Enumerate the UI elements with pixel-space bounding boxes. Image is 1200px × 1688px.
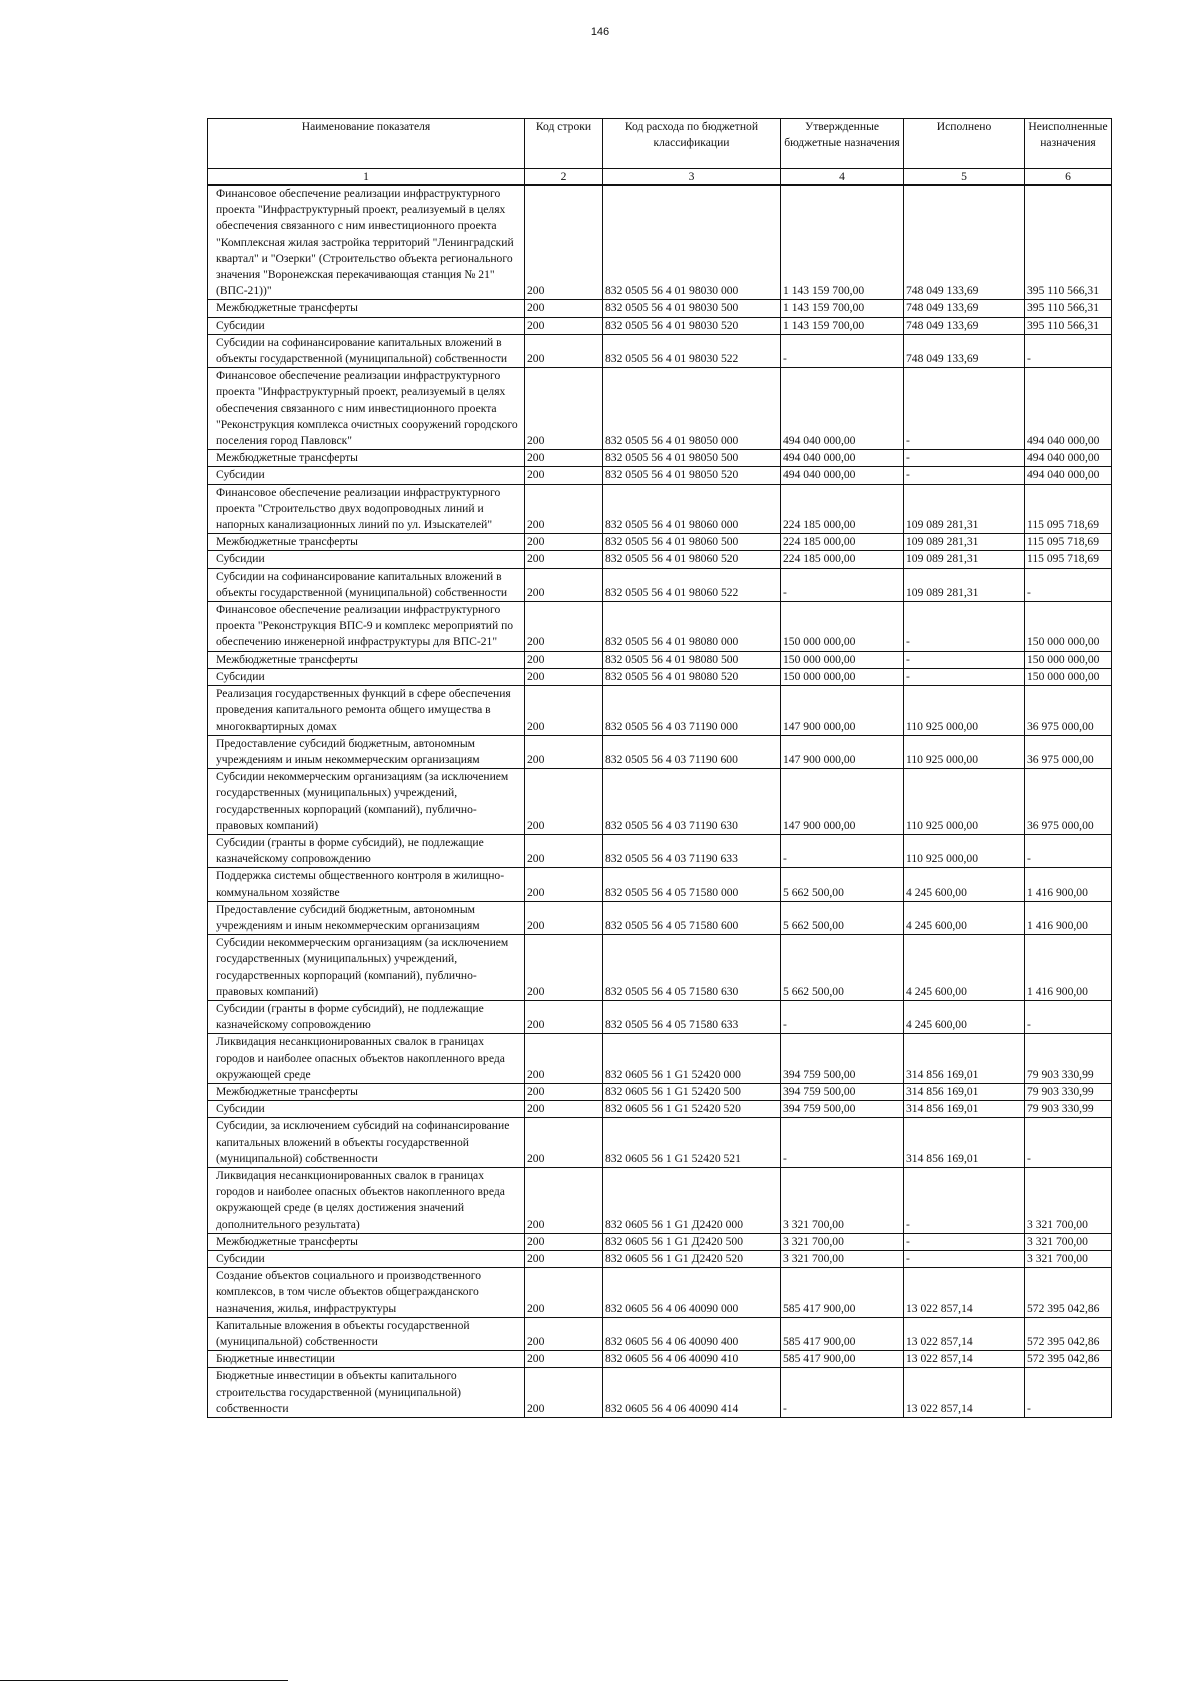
table-row xyxy=(208,935,1112,1001)
row-approved: - xyxy=(781,834,904,867)
row-name: Предоставление субсидий бюджетным, автономным учреждениям и иным некоммерческим организациям xyxy=(208,901,525,934)
row-executed: 4 245 600,00 xyxy=(904,868,1025,901)
row-line-code: 200 xyxy=(525,1351,603,1368)
table-row xyxy=(208,317,1112,334)
table-row xyxy=(208,334,1112,367)
row-name: Субсидии некоммерческим организациям (за исключением государственных (муниципальных) учреждений, государственных корпораций (компаний), публично-правовых компаний) xyxy=(208,769,525,835)
row-approved: 3 321 700,00 xyxy=(781,1251,904,1268)
row-approved: 1 143 159 700,00 xyxy=(781,300,904,317)
row-expense-code: 832 0505 56 4 05 71580 600 xyxy=(603,901,781,934)
table-row xyxy=(208,484,1112,534)
row-unexecuted: 150 000 000,00 xyxy=(1025,651,1112,668)
row-name: Субсидии xyxy=(208,467,525,484)
row-name: Межбюджетные трансферты xyxy=(208,450,525,467)
table-row xyxy=(208,185,1112,300)
table-row xyxy=(208,551,1112,568)
row-name: Капитальные вложения в объекты государственной (муниципальной) собственности xyxy=(208,1317,525,1350)
row-unexecuted: - xyxy=(1025,1368,1112,1418)
row-executed: 13 022 857,14 xyxy=(904,1268,1025,1318)
row-expense-code: 832 0505 56 4 03 71190 633 xyxy=(603,834,781,867)
row-expense-code: 832 0505 56 4 01 98080 500 xyxy=(603,651,781,668)
row-executed: 748 049 133,69 xyxy=(904,317,1025,334)
row-name: Межбюджетные трансферты xyxy=(208,534,525,551)
row-expense-code: 832 0605 56 1 G1 Д2420 000 xyxy=(603,1167,781,1233)
row-executed: 748 049 133,69 xyxy=(904,185,1025,300)
row-executed: 4 245 600,00 xyxy=(904,935,1025,1001)
row-name: Субсидии (гранты в форме субсидий), не подлежащие казначейскому сопровождению xyxy=(208,834,525,867)
row-unexecuted: 395 110 566,31 xyxy=(1025,300,1112,317)
header-executed: Исполнено xyxy=(904,119,1025,169)
row-expense-code: 832 0605 56 4 06 40090 400 xyxy=(603,1317,781,1350)
row-approved: - xyxy=(781,1000,904,1033)
table-row xyxy=(208,901,1112,934)
row-expense-code: 832 0605 56 4 06 40090 414 xyxy=(603,1368,781,1418)
row-approved: 5 662 500,00 xyxy=(781,935,904,1001)
row-line-code: 200 xyxy=(525,1101,603,1118)
row-unexecuted: 3 321 700,00 xyxy=(1025,1251,1112,1268)
row-name: Субсидии на софинансирование капитальных вложений в объекты государственной (муниципальной) собственности xyxy=(208,334,525,367)
row-name: Субсидии xyxy=(208,551,525,568)
row-expense-code: 832 0605 56 1 G1 52420 520 xyxy=(603,1101,781,1118)
column-number: 4 xyxy=(781,169,904,186)
row-approved: 494 040 000,00 xyxy=(781,368,904,450)
row-line-code: 200 xyxy=(525,1368,603,1418)
row-line-code: 200 xyxy=(525,834,603,867)
row-expense-code: 832 0605 56 1 G1 52420 500 xyxy=(603,1083,781,1100)
row-name: Финансовое обеспечение реализации инфраструктурного проекта "Инфраструктурный проект, реализуемый в целях обеспечения связанного с ним инвестиционного проекта "Комплексная жилая застройка территорий "Ленинградский квартал" и "Озерки" (Строительство объекта регионального значения "Воронежская перекачивающая станция № 21" (ВПС-21))" xyxy=(208,185,525,300)
table-row xyxy=(208,1101,1112,1118)
row-line-code: 200 xyxy=(525,735,603,768)
row-unexecuted: 3 321 700,00 xyxy=(1025,1233,1112,1250)
row-unexecuted: 36 975 000,00 xyxy=(1025,686,1112,736)
row-name: Межбюджетные трансферты xyxy=(208,1083,525,1100)
header-indicator-name: Наименование показателя xyxy=(208,119,525,169)
row-unexecuted: 36 975 000,00 xyxy=(1025,769,1112,835)
row-line-code: 200 xyxy=(525,300,603,317)
row-approved: - xyxy=(781,334,904,367)
row-name: Межбюджетные трансферты xyxy=(208,1233,525,1250)
row-unexecuted: 572 395 042,86 xyxy=(1025,1351,1112,1368)
row-executed: 109 089 281,31 xyxy=(904,551,1025,568)
row-executed: 109 089 281,31 xyxy=(904,484,1025,534)
row-line-code: 200 xyxy=(525,1083,603,1100)
table-row xyxy=(208,1351,1112,1368)
row-expense-code: 832 0505 56 4 01 98030 520 xyxy=(603,317,781,334)
row-name: Создание объектов социального и производственного комплексов, в том числе объектов общегражданского назначения, жилья, инфраструктуры xyxy=(208,1268,525,1318)
table-row xyxy=(208,1233,1112,1250)
row-line-code: 200 xyxy=(525,1317,603,1350)
row-line-code: 200 xyxy=(525,534,603,551)
row-executed: - xyxy=(904,368,1025,450)
row-name: Межбюджетные трансферты xyxy=(208,651,525,668)
row-line-code: 200 xyxy=(525,467,603,484)
row-approved: - xyxy=(781,568,904,601)
row-line-code: 200 xyxy=(525,1118,603,1168)
row-approved: 147 900 000,00 xyxy=(781,686,904,736)
row-unexecuted: - xyxy=(1025,334,1112,367)
row-approved: 150 000 000,00 xyxy=(781,668,904,685)
row-line-code: 200 xyxy=(525,668,603,685)
row-line-code: 200 xyxy=(525,1167,603,1233)
row-line-code: 200 xyxy=(525,769,603,835)
row-expense-code: 832 0505 56 4 01 98030 522 xyxy=(603,334,781,367)
row-unexecuted: - xyxy=(1025,1000,1112,1033)
row-expense-code: 832 0505 56 4 05 71580 633 xyxy=(603,1000,781,1033)
row-unexecuted: 150 000 000,00 xyxy=(1025,668,1112,685)
row-executed: 314 856 169,01 xyxy=(904,1083,1025,1100)
row-approved: 150 000 000,00 xyxy=(781,602,904,652)
header-approved: Утвержденные бюджетные назначения xyxy=(781,119,904,169)
row-executed: - xyxy=(904,668,1025,685)
row-unexecuted: - xyxy=(1025,568,1112,601)
table-row xyxy=(208,1317,1112,1350)
table-body xyxy=(208,185,1112,1418)
row-line-code: 200 xyxy=(525,935,603,1001)
row-line-code: 200 xyxy=(525,1251,603,1268)
row-unexecuted: 115 095 718,69 xyxy=(1025,534,1112,551)
row-approved: 494 040 000,00 xyxy=(781,450,904,467)
row-name: Финансовое обеспечение реализации инфраструктурного проекта "Реконструкция ВПС-9 и комплекс мероприятий по обеспечению инженерной инфраструктуры для ВПС-21" xyxy=(208,602,525,652)
row-name: Субсидии xyxy=(208,317,525,334)
row-executed: 748 049 133,69 xyxy=(904,300,1025,317)
row-expense-code: 832 0505 56 4 03 71190 630 xyxy=(603,769,781,835)
row-executed: - xyxy=(904,651,1025,668)
row-expense-code: 832 0505 56 4 01 98080 520 xyxy=(603,668,781,685)
row-expense-code: 832 0505 56 4 01 98060 500 xyxy=(603,534,781,551)
row-line-code: 200 xyxy=(525,868,603,901)
row-approved: 147 900 000,00 xyxy=(781,769,904,835)
column-number: 3 xyxy=(603,169,781,186)
page-number: 146 xyxy=(590,26,610,38)
row-unexecuted: 1 416 900,00 xyxy=(1025,901,1112,934)
row-line-code: 200 xyxy=(525,450,603,467)
row-line-code: 200 xyxy=(525,334,603,367)
row-name: Межбюджетные трансферты xyxy=(208,300,525,317)
table-row xyxy=(208,1000,1112,1033)
row-name: Субсидии некоммерческим организациям (за исключением государственных (муниципальных) учреждений, государственных корпораций (компаний), публично-правовых компаний) xyxy=(208,935,525,1001)
row-expense-code: 832 0605 56 1 G1 52420 000 xyxy=(603,1034,781,1084)
row-executed: 110 925 000,00 xyxy=(904,834,1025,867)
row-unexecuted: 494 040 000,00 xyxy=(1025,450,1112,467)
row-executed: 13 022 857,14 xyxy=(904,1368,1025,1418)
row-name: Субсидии, за исключением субсидий на софинансирование капитальных вложений в объекты государственной (муниципальной) собственности xyxy=(208,1118,525,1168)
row-line-code: 200 xyxy=(525,1268,603,1318)
row-executed: 110 925 000,00 xyxy=(904,686,1025,736)
column-number: 5 xyxy=(904,169,1025,186)
row-executed: 314 856 169,01 xyxy=(904,1101,1025,1118)
table-header-row xyxy=(208,119,1112,169)
row-name: Субсидии xyxy=(208,1251,525,1268)
row-approved: 224 185 000,00 xyxy=(781,551,904,568)
row-approved: 1 143 159 700,00 xyxy=(781,185,904,300)
row-line-code: 200 xyxy=(525,317,603,334)
row-expense-code: 832 0505 56 4 01 98030 500 xyxy=(603,300,781,317)
table-row xyxy=(208,568,1112,601)
table-row xyxy=(208,602,1112,652)
row-name: Финансовое обеспечение реализации инфраструктурного проекта "Строительство двух водопроводных линий и напорных канализационных линий по ул. Изыскателей" xyxy=(208,484,525,534)
row-unexecuted: 3 321 700,00 xyxy=(1025,1167,1112,1233)
row-unexecuted: 395 110 566,31 xyxy=(1025,317,1112,334)
row-executed: 4 245 600,00 xyxy=(904,901,1025,934)
row-line-code: 200 xyxy=(525,686,603,736)
row-line-code: 200 xyxy=(525,368,603,450)
row-expense-code: 832 0605 56 1 G1 Д2420 500 xyxy=(603,1233,781,1250)
row-name: Субсидии на софинансирование капитальных вложений в объекты государственной (муниципальной) собственности xyxy=(208,568,525,601)
row-unexecuted: 115 095 718,69 xyxy=(1025,484,1112,534)
row-approved: 394 759 500,00 xyxy=(781,1083,904,1100)
row-line-code: 200 xyxy=(525,901,603,934)
row-executed: - xyxy=(904,602,1025,652)
row-approved: 5 662 500,00 xyxy=(781,868,904,901)
row-name: Субсидии xyxy=(208,668,525,685)
row-unexecuted: 79 903 330,99 xyxy=(1025,1101,1112,1118)
row-approved: 3 321 700,00 xyxy=(781,1233,904,1250)
column-number: 1 xyxy=(208,169,525,186)
table-row xyxy=(208,834,1112,867)
row-name: Субсидии xyxy=(208,1101,525,1118)
table-row xyxy=(208,868,1112,901)
row-executed: 314 856 169,01 xyxy=(904,1118,1025,1168)
row-approved: - xyxy=(781,1368,904,1418)
row-line-code: 200 xyxy=(525,484,603,534)
row-expense-code: 832 0505 56 4 03 71190 000 xyxy=(603,686,781,736)
row-approved: 5 662 500,00 xyxy=(781,901,904,934)
row-unexecuted: 79 903 330,99 xyxy=(1025,1083,1112,1100)
table-row xyxy=(208,651,1112,668)
row-approved: 394 759 500,00 xyxy=(781,1034,904,1084)
row-name: Реализация государственных функций в сфере обеспечения проведения капитального ремонта общего имущества в многоквартирных домах xyxy=(208,686,525,736)
row-executed: - xyxy=(904,467,1025,484)
row-line-code: 200 xyxy=(525,1233,603,1250)
row-unexecuted: 79 903 330,99 xyxy=(1025,1034,1112,1084)
row-unexecuted: 572 395 042,86 xyxy=(1025,1268,1112,1318)
row-executed: 314 856 169,01 xyxy=(904,1034,1025,1084)
table-row xyxy=(208,1118,1112,1168)
row-name: Бюджетные инвестиции xyxy=(208,1351,525,1368)
header-line-code: Код строки xyxy=(525,119,603,169)
row-line-code: 200 xyxy=(525,1000,603,1033)
row-expense-code: 832 0505 56 4 01 98050 500 xyxy=(603,450,781,467)
row-expense-code: 832 0505 56 4 03 71190 600 xyxy=(603,735,781,768)
row-expense-code: 832 0505 56 4 01 98050 000 xyxy=(603,368,781,450)
header-expense-code: Код расхода по бюджетной классификации xyxy=(603,119,781,169)
row-line-code: 200 xyxy=(525,185,603,300)
row-executed: 109 089 281,31 xyxy=(904,568,1025,601)
row-approved: 585 417 900,00 xyxy=(781,1351,904,1368)
row-approved: - xyxy=(781,1118,904,1168)
row-executed: 110 925 000,00 xyxy=(904,735,1025,768)
row-executed: - xyxy=(904,1167,1025,1233)
table-row xyxy=(208,534,1112,551)
table-row xyxy=(208,368,1112,450)
row-unexecuted: 36 975 000,00 xyxy=(1025,735,1112,768)
row-name: Ликвидация несанкционированных свалок в границах городов и наиболее опасных объектов накопленного вреда окружающей среде xyxy=(208,1034,525,1084)
row-expense-code: 832 0505 56 4 01 98060 000 xyxy=(603,484,781,534)
column-number-row xyxy=(208,169,1112,186)
row-name: Ликвидация несанкционированных свалок в границах городов и наиболее опасных объектов накопленного вреда окружающей среде (в целях достижения значений дополнительного результата) xyxy=(208,1167,525,1233)
row-expense-code: 832 0505 56 4 05 71580 000 xyxy=(603,868,781,901)
table-row xyxy=(208,300,1112,317)
footer-divider xyxy=(0,1680,288,1681)
row-approved: 224 185 000,00 xyxy=(781,534,904,551)
row-executed: 109 089 281,31 xyxy=(904,534,1025,551)
row-expense-code: 832 0605 56 1 G1 52420 521 xyxy=(603,1118,781,1168)
row-executed: - xyxy=(904,1251,1025,1268)
row-expense-code: 832 0505 56 4 01 98030 000 xyxy=(603,185,781,300)
row-approved: 150 000 000,00 xyxy=(781,651,904,668)
row-executed: 110 925 000,00 xyxy=(904,769,1025,835)
column-number: 6 xyxy=(1025,169,1112,186)
row-approved: 494 040 000,00 xyxy=(781,467,904,484)
row-expense-code: 832 0605 56 1 G1 Д2420 520 xyxy=(603,1251,781,1268)
row-approved: 224 185 000,00 xyxy=(781,484,904,534)
row-approved: 147 900 000,00 xyxy=(781,735,904,768)
row-executed: 4 245 600,00 xyxy=(904,1000,1025,1033)
row-approved: 394 759 500,00 xyxy=(781,1101,904,1118)
row-unexecuted: 494 040 000,00 xyxy=(1025,467,1112,484)
row-expense-code: 832 0605 56 4 06 40090 410 xyxy=(603,1351,781,1368)
table-row xyxy=(208,1368,1112,1418)
row-name: Субсидии (гранты в форме субсидий), не подлежащие казначейскому сопровождению xyxy=(208,1000,525,1033)
row-unexecuted: - xyxy=(1025,1118,1112,1168)
row-expense-code: 832 0505 56 4 05 71580 630 xyxy=(603,935,781,1001)
row-line-code: 200 xyxy=(525,602,603,652)
header-unexecuted: Неисполненные назначения xyxy=(1025,119,1112,169)
row-expense-code: 832 0505 56 4 01 98050 520 xyxy=(603,467,781,484)
row-expense-code: 832 0605 56 4 06 40090 000 xyxy=(603,1268,781,1318)
table-row xyxy=(208,1167,1112,1233)
row-line-code: 200 xyxy=(525,568,603,601)
row-executed: 13 022 857,14 xyxy=(904,1351,1025,1368)
row-unexecuted: 572 395 042,86 xyxy=(1025,1317,1112,1350)
row-executed: 13 022 857,14 xyxy=(904,1317,1025,1350)
row-unexecuted: - xyxy=(1025,834,1112,867)
table-row xyxy=(208,467,1112,484)
table-row xyxy=(208,769,1112,835)
column-number: 2 xyxy=(525,169,603,186)
row-unexecuted: 1 416 900,00 xyxy=(1025,868,1112,901)
row-name: Предоставление субсидий бюджетным, автономным учреждениям и иным некоммерческим организациям xyxy=(208,735,525,768)
row-executed: - xyxy=(904,1233,1025,1250)
budget-execution-table xyxy=(207,118,1112,1418)
row-name: Финансовое обеспечение реализации инфраструктурного проекта "Инфраструктурный проект, реализуемый в целях обеспечения связанного с ним инвестиционного проекта "Реконструкция комплекса очистных сооружений городского поселения город Павловск" xyxy=(208,368,525,450)
table-row xyxy=(208,686,1112,736)
row-unexecuted: 115 095 718,69 xyxy=(1025,551,1112,568)
row-line-code: 200 xyxy=(525,651,603,668)
row-approved: 1 143 159 700,00 xyxy=(781,317,904,334)
table-row xyxy=(208,735,1112,768)
row-name: Бюджетные инвестиции в объекты капитального строительства государственной (муниципальной) собственности xyxy=(208,1368,525,1418)
row-unexecuted: 1 416 900,00 xyxy=(1025,935,1112,1001)
row-expense-code: 832 0505 56 4 01 98060 522 xyxy=(603,568,781,601)
table-row xyxy=(208,668,1112,685)
table-row xyxy=(208,1251,1112,1268)
row-executed: - xyxy=(904,450,1025,467)
row-unexecuted: 150 000 000,00 xyxy=(1025,602,1112,652)
row-approved: 585 417 900,00 xyxy=(781,1317,904,1350)
row-approved: 585 417 900,00 xyxy=(781,1268,904,1318)
row-expense-code: 832 0505 56 4 01 98060 520 xyxy=(603,551,781,568)
row-unexecuted: 494 040 000,00 xyxy=(1025,368,1112,450)
table-row xyxy=(208,1268,1112,1318)
row-expense-code: 832 0505 56 4 01 98080 000 xyxy=(603,602,781,652)
row-approved: 3 321 700,00 xyxy=(781,1167,904,1233)
row-unexecuted: 395 110 566,31 xyxy=(1025,185,1112,300)
row-executed: 748 049 133,69 xyxy=(904,334,1025,367)
table-row xyxy=(208,1034,1112,1084)
table-row xyxy=(208,1083,1112,1100)
row-line-code: 200 xyxy=(525,551,603,568)
table-row xyxy=(208,450,1112,467)
row-name: Поддержка системы общественного контроля в жилищно-коммунальном хозяйстве xyxy=(208,868,525,901)
row-line-code: 200 xyxy=(525,1034,603,1084)
